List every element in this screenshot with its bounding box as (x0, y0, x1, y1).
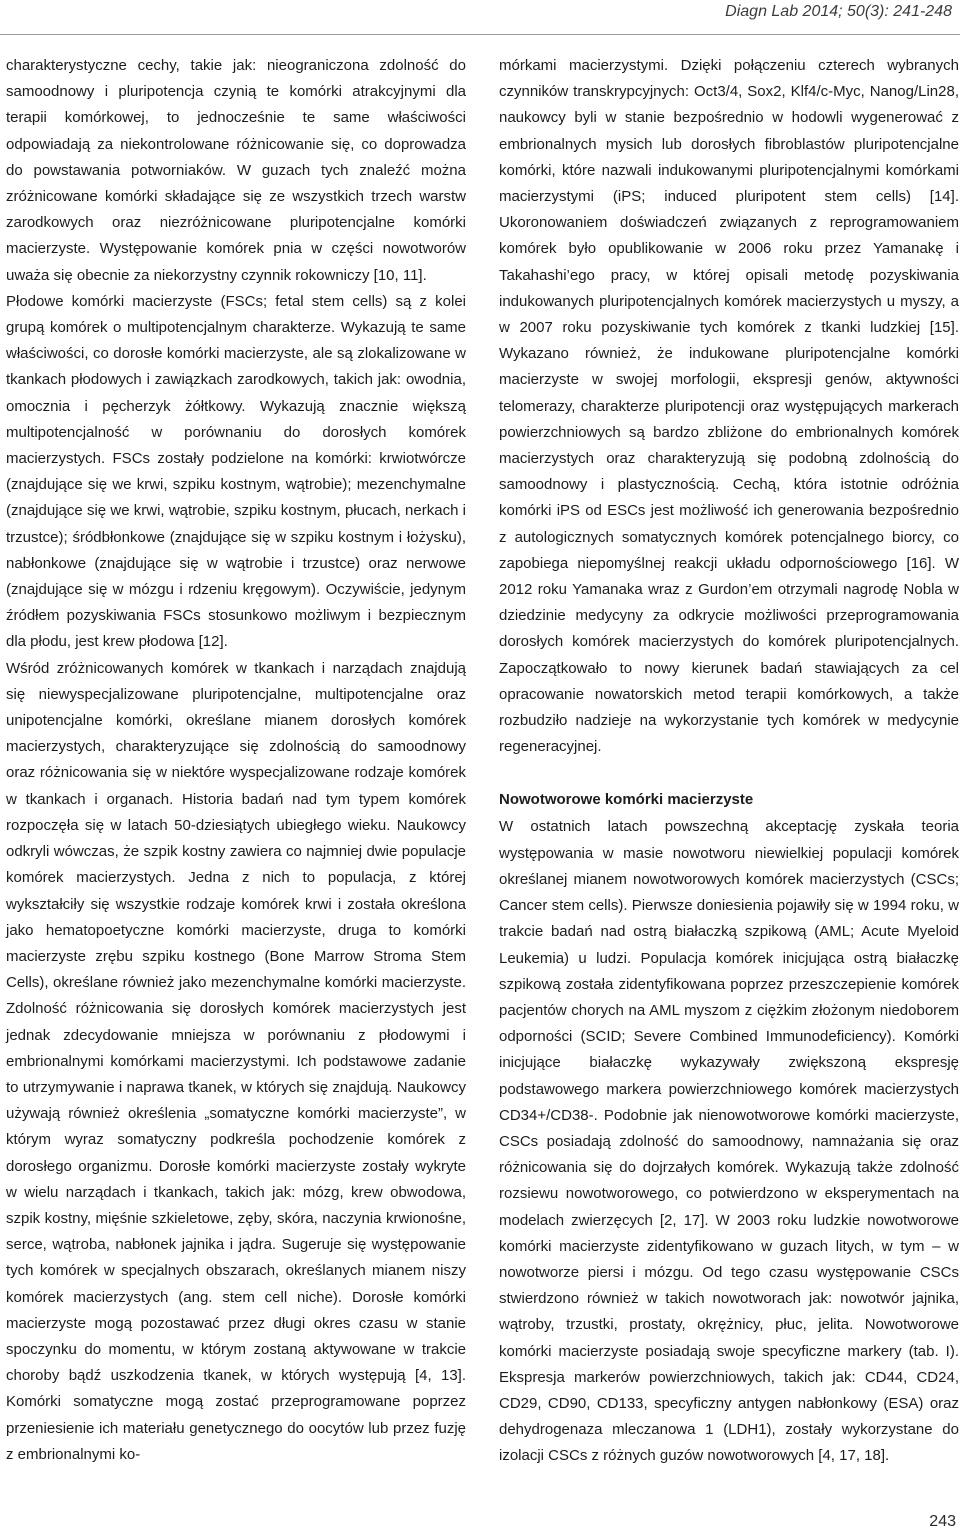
page-number: 243 (929, 1513, 956, 1530)
section-heading: Nowotworowe komórki macierzyste (499, 791, 754, 809)
right-column (499, 53, 959, 1470)
paragraph: W ostatnich latach powszechną akceptację zyskała teoria występowania w masie nowotworu niewielkiej populacji komórek określanej mianem nowotworowych komórek macierzystych (CSCs; Cancer stem cells). Pierwsze doniesienia pojawiły się w 1994 roku, w trakcie badań nad ostrą białaczką szpikową (AML; Acute Myeloid Leukemia) u ludzi. Populacja komórek inicjująca ostrą białaczkę szpikową została zidentyfikowana poprzez przeszczepienie komórek pacjentów chorych na AML myszom z ciężkim złożonym niedoborem odporności (SCID; Severe Combined Immunodeficiency). Komórki inicjujące białaczkę wykazywały zwiększoną ekspresję podstawowego markera powierzchniowego komórek macierzystych CD34+/CD38-. Podobnie jak nienowotworowe komórki macierzyste, CSCs posiadają zdolność do samoodnowy, namnażania się oraz różnicowania się do dojrzałych komórek. Wykazują także zdolność rozsiewu nowotworowego, co potwierdzono w eksperymentach na modelach zwierzęcych [2, 17]. W 2003 roku ludzkie nowotworowe komórki macierzyste zidentyfikowano w guzach litych, w tym – w nowotworze piersi i mózgu. Od tego czasu występowanie CSCs stwierdzono również w takich nowotworach jak: nowotwór jajnika, wątroby, trzustki, prostaty, okrężnicy, płuc, jelita. Nowotworowe komórki macierzyste posiadają swoje specyficzne markery (tab. I). Ekspresja markerów powierzchniowych, takich jak: CD44, CD24, CD29, CD90, CD133, specyficzny antygen nabłonkowy (ESA) oraz dehydrogenaza mleczanowa 1 (LDH1), zostały wykorzystane do izolacji CSCs z różnych guzów nowotworowych [4, 17, 18]. (499, 818, 959, 1465)
journal-reference: Diagn Lab 2014; 50(3): 241-248 (725, 3, 952, 20)
paragraph: Wśród zróżnicowanych komórek w tkankach i narządach znajdują się niewyspecjalizowane pluripotencjalne, multipotencjalne oraz unipotencjalne komórki, określane mianem dorosłych komórek macierzystych, charakteryzujące się zdolnością do samoodnowy oraz różnicowania się w niektóre wyspecjalizowane rodzaje komórek w tkankach i organach. Historia badań nad tym typem komórek rozpoczęła się w latach 50-dziesiątych ubiegłego wieku. Naukowcy odkryli wówczas, że szpik kostny zawiera co najmniej dwie populacje komórek macierzystych. Jedna z nich to populacja, z której wykształciły się wszystkie rodzaje komórek krwi i została określona jako hematopoetyczne komórki macierzyste, druga to komórki macierzyste zrębu szpiku kostnego (Bone Marrow Stroma Stem Cells), określane również jako mezenchymalne komórki macierzyste. Zdolność różnicowania się dorosłych komórek macierzystych jest jednak zdecydowanie mniejsza w porównaniu z płodowymi i embrionalnymi komórkami macierzystymi. Ich podstawowe zadanie to utrzymywanie i naprawa tkanek, w których się znajdują. Naukowcy używają również określenia „somatyczne komórki macierzyste”, w którym wyraz somatyczny podkreśla pochodzenie komórek z dorosłego organizmu. Dorosłe komórki macierzyste zostały wykryte w wielu narządach i tkankach, takich jak: mózg, krew obwodowa, szpik kostny, mięśnie szkieletowe, zęby, skóra, naczynia krwionośne, serce, wątroba, nabłonek jajnika i jądra. Sugeruje się występowanie tych komórek w specjalnych obszarach, określanych mianem niszy komórek macierzystych (ang. stem cell niche). Dorosłe komórki macierzyste mogą pozostawać przez długi okres czasu w stanie spoczynku do momentu, w którym zostaną aktywowane w trakcie choroby bądź uszkodzenia tkanek, w których występują [4, 13]. Komórki somatyczne mogą zostać przeprogramowane poprzez przeniesienie ich materiału genetycznego do oocytów lub przez fuzję z embrionalnymi ko- (6, 659, 466, 1463)
paragraph: mórkami macierzystymi. Dzięki połączeniu czterech wybranych czynników transkrypcyjnych: Oct3/4, Sox2, Klf4/c-Myc, Nanog/Lin28, naukowcy byli w stanie bezpośrednio w hodowli wygenerować z embrionalnych mysich lub dorosłych fibroblastów pluripotencjalne komórki, które nazwali indukowanymi pluripotencjalnymi komórkami macierzystymi (iPS; induced pluripotent stem cells) [14]. Ukoronowaniem doświadczeń związanych z reprogramowaniem komórek było opublikowanie w 2006 roku przez Yamanakę i Takahashi’ego pracy, w której opisali metodę pozyskiwania indukowanych pluripotencjalnych komórek macierzystych u myszy, a w 2007 roku pozyskiwanie tych komórek z tkanki ludzkiej [15]. Wykazano również, że indukowane pluripotencjalne komórki macierzyste w swojej morfologii, ekspresji genów, aktywności telomerazy, charakterze pluripotencji oraz występujących markerach powierzchniowych są bardzo zbliżone do embrionalnych komórek macierzystych oraz charakteryzują się podobną zdolnością do samoodnowy i plastycznością. Cechą, która istotnie odróżnia komórki iPS od ESCs jest możliwość ich generowania bezpośrednio z autologicznych somatycznych komórek potencjalnego biorcy, co zapobiega niepomyślnej reakcji układu odpornościowego [16]. W 2012 roku Yamanaka wraz z Gurdon’em otrzymali nagrodę Nobla w dziedzinie medycyny za odkrycie możliwości przeprogramowania dorosłych komórek macierzystych do komórek pluripotencjalnych. Zapoczątkowało to nowy kierunek badań stawiających za cel opracowanie nowatorskich metod terapii komórkowych, a także rozbudziło nadzieje na wykorzystanie tych komórek w medycynie regeneracyjnej. (499, 57, 959, 756)
left-column (6, 53, 466, 1468)
running-header (0, 0, 960, 35)
paragraph: Płodowe komórki macierzyste (FSCs; fetal stem cells) są z kolei grupą komórek o multipotencjalnym charakterze. Wykazują te same właściwości, co dorosłe komórki macierzyste, ale są zlokalizowane w tkankach płodowych i zawiązkach zarodkowych, takich jak: owodnia, omocznia i pęcherzyk żółtkowy. Wykazują znacznie większą multipotencjalność w porównaniu do dorosłych komórek macierzystych. FSCs zostały podzielone na komórki: krwiotwórcze (znajdujące się we krwi, szpiku kostnym, wątrobie); mezenchymalne (znajdujące się we krwi, wątrobie, szpiku kostnym, płucach, nerkach i trzustce); śródbłonkowe (znajdujące się w szpiku kostnym i łożysku), nabłonkowe (znajdujące się w wątrobie i trzustce) oraz nerwowe (znajdujące się w mózgu i rdzeniu kręgowym). Oczywiście, jedynym źródłem pozyskiwania FSCs stosunkowo możliwym i bezpiecznym dla płodu, jest krew płodowa [12]. (6, 292, 466, 651)
paragraph: charakterystyczne cechy, takie jak: nieograniczona zdolność do samoodnowy i pluripotencja czynią te komórki atrakcyjnymi dla terapii komórkowej, to jednocześnie te same właściwości odpowiadają za niekontrolowane różnicowanie się, co doprowadza do powstawania potworniaków. W guzach tych znaleźć można zróżnicowane komórki składające się ze wszystkich trzech warstw zarodkowych oraz niezróżnicowane pluripotencjalne komórki macierzyste. Występowanie komórek pnia w części nowotworów uważa się obecnie za niekorzystny czynnik rokowniczy [10, 11]. (6, 57, 466, 284)
